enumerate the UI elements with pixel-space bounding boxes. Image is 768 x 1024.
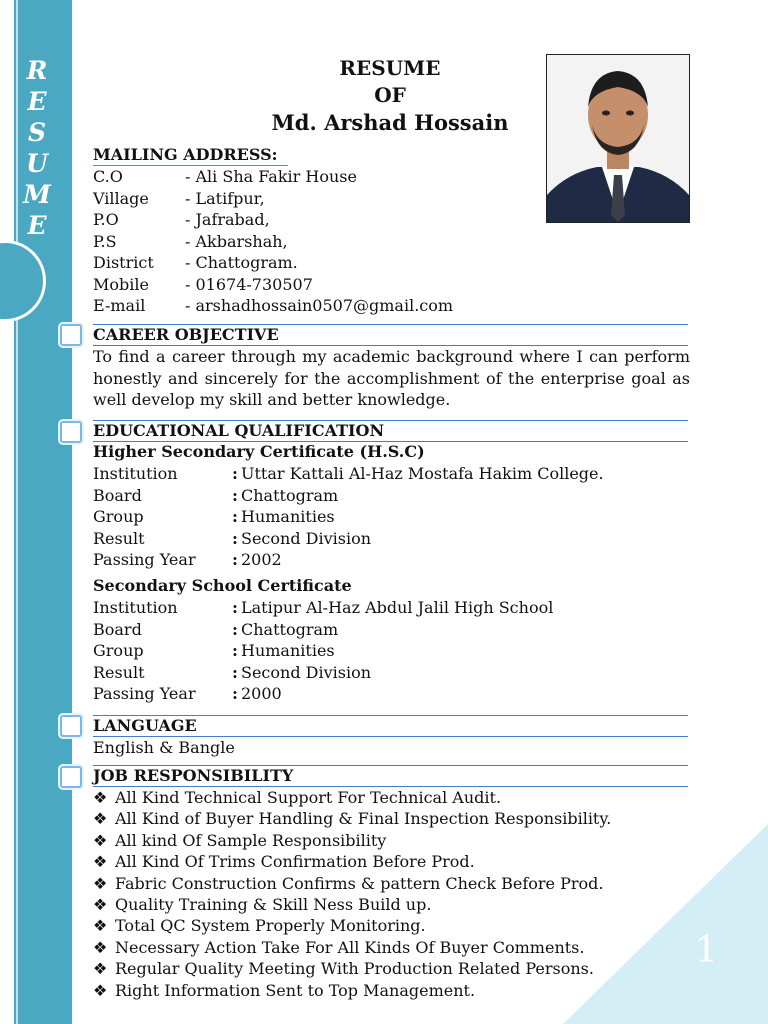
job-responsibility-list: [93, 787, 611, 1001]
address-key: E-mail: [93, 296, 146, 315]
edu-key: Result: [93, 528, 145, 548]
address-key: District: [93, 253, 154, 272]
list-item-text: All kind Of Sample Responsibility: [115, 830, 387, 850]
profile-photo: [546, 54, 690, 223]
edu-colon: :: [232, 684, 238, 703]
edu-value: 2000: [241, 684, 282, 703]
edu-key: Group: [93, 507, 144, 526]
edu-value: Humanities: [241, 641, 335, 660]
address-row: [93, 188, 453, 210]
list-item-text: All Kind Of Trims Confirmation Before Prod.: [115, 852, 475, 872]
address-value: - Chattogram.: [185, 253, 298, 272]
edu-key: Passing Year: [93, 550, 196, 569]
checkbox-icon: [60, 324, 82, 346]
language-text: English & Bangle: [93, 738, 235, 757]
address-key: C.O: [93, 167, 123, 186]
address-row: [93, 274, 453, 296]
address-row: [93, 166, 453, 188]
language-header: [93, 715, 688, 737]
header-line1: RESUME: [339, 56, 441, 80]
job-responsibility-heading: JOB RESPONSIBILITY: [93, 766, 294, 785]
education-heading: EDUCATIONAL QUALIFICATION: [93, 421, 385, 440]
address-row: [93, 295, 453, 317]
list-item-text: Right Information Sent to Top Management.: [115, 980, 476, 1000]
diamond-bullet-icon: ❖: [93, 937, 108, 957]
list-item: [93, 830, 611, 851]
sidebar-letter: M: [23, 180, 51, 209]
edu-row: [93, 640, 553, 662]
list-item: [93, 958, 611, 979]
edu-value: Second Division: [241, 662, 372, 682]
sidebar-letter: S: [27, 118, 47, 147]
profile-photo-illustration: [547, 55, 689, 222]
resume-header: [240, 55, 540, 137]
address-row: [93, 252, 453, 274]
ssc-title: Secondary School Certificate: [93, 576, 352, 595]
address-row: [93, 209, 453, 231]
list-item-text: Regular Quality Meeting With Production Related Persons.: [115, 959, 594, 979]
edu-row: [93, 662, 553, 684]
list-item-text: Necessary Action Take For All Kinds Of Buyer Comments.: [115, 937, 585, 957]
edu-key: Institution: [93, 464, 178, 483]
address-value: - Ali Sha Fakir House: [185, 167, 357, 186]
checkbox-icon: [60, 715, 82, 737]
address-key: Mobile: [93, 274, 149, 294]
list-item: [93, 873, 611, 894]
hsc-table: [93, 463, 604, 571]
edu-value: Chattogram: [241, 485, 339, 505]
list-item-text: Quality Training & Skill Ness Build up.: [115, 895, 432, 915]
list-item-text: Total QC System Properly Monitoring.: [115, 916, 426, 936]
list-item: [93, 937, 611, 958]
address-key: P.S: [93, 231, 117, 251]
address-value: - Jafrabad,: [185, 210, 270, 229]
edu-colon: :: [232, 507, 238, 526]
list-item: [93, 808, 611, 829]
address-value: - Latifpur,: [185, 188, 265, 208]
edu-value: Humanities: [241, 507, 335, 526]
edu-row: [93, 597, 553, 619]
edu-key: Institution: [93, 598, 178, 617]
edu-key: Passing Year: [93, 684, 196, 703]
education-header: [93, 420, 688, 442]
list-item: [93, 915, 611, 936]
sidebar-letter: R: [26, 56, 48, 85]
address-key: P.O: [93, 210, 119, 229]
checkbox-icon: [60, 766, 82, 788]
address-value: - Akbarshah,: [185, 231, 288, 251]
page-number: 1: [695, 930, 718, 971]
edu-colon: :: [232, 528, 238, 548]
edu-key: Board: [93, 485, 142, 505]
edu-row: [93, 683, 553, 705]
edu-key: Result: [93, 662, 145, 682]
checkbox-icon: [60, 421, 82, 443]
list-item-text: Fabric Construction Confirms & pattern Check Before Prod.: [115, 873, 604, 893]
sidebar-resume-word: [14, 55, 60, 241]
edu-row: [93, 463, 604, 485]
diamond-bullet-icon: ❖: [93, 852, 108, 872]
edu-value: Chattogram: [241, 619, 339, 639]
diamond-bullet-icon: ❖: [93, 830, 108, 850]
edu-row: [93, 485, 604, 507]
list-item: [93, 894, 611, 915]
list-item-text: All Kind of Buyer Handling & Final Inspection Responsibility.: [115, 809, 612, 829]
mailing-address-table: [93, 166, 453, 317]
sidebar-letter: E: [27, 211, 47, 240]
list-item: [93, 851, 611, 872]
list-item: [93, 980, 611, 1001]
mailing-address-heading-block: [93, 145, 288, 166]
diamond-bullet-icon: ❖: [93, 809, 108, 829]
edu-value: 2002: [241, 550, 282, 569]
hsc-title: Higher Secondary Certificate (H.S.C): [93, 442, 425, 461]
edu-colon: :: [232, 464, 238, 483]
address-row: [93, 231, 453, 253]
email-value: - arshadhossain0507@gmail.com: [185, 296, 454, 315]
edu-key: Group: [93, 641, 144, 660]
edu-row: [93, 506, 604, 528]
edu-colon: :: [232, 662, 238, 682]
diamond-bullet-icon: ❖: [93, 980, 108, 1000]
edu-row: [93, 549, 604, 571]
ssc-table: [93, 597, 553, 705]
sidebar-letter: E: [27, 87, 47, 116]
address-value: - 01674-730507: [185, 274, 313, 294]
edu-colon: :: [232, 485, 238, 505]
edu-colon: :: [232, 550, 238, 569]
diamond-bullet-icon: ❖: [93, 916, 108, 936]
edu-key: Board: [93, 619, 142, 639]
diamond-bullet-icon: ❖: [93, 788, 108, 807]
list-item-text: All Kind Technical Support For Technical Audit.: [115, 788, 502, 807]
career-objective-header: [93, 324, 688, 346]
candidate-name: Md. Arshad Hossain: [271, 110, 509, 135]
career-objective-text: To find a career through my academic background where I can perform honestly and sincerely for the accomplishment of the enterprise goal as well develop my skill and better knowledge.: [93, 347, 690, 409]
language-heading: LANGUAGE: [93, 716, 197, 735]
career-objective-heading: CAREER OBJECTIVE: [93, 325, 279, 344]
edu-row: [93, 528, 604, 550]
mailing-address-heading: MAILING ADDRESS:: [93, 145, 288, 166]
edu-value: Uttar Kattali Al-Haz Mostafa Hakim College.: [241, 464, 604, 483]
sidebar-letter: U: [26, 149, 48, 178]
edu-value: Latipur Al-Haz Abdul Jalil High School: [241, 598, 554, 617]
edu-colon: :: [232, 619, 238, 639]
edu-row: [93, 619, 553, 641]
diamond-bullet-icon: ❖: [93, 873, 108, 893]
edu-colon: :: [232, 641, 238, 660]
header-line2: OF: [374, 83, 406, 107]
diamond-bullet-icon: ❖: [93, 959, 108, 979]
job-responsibility-header: [93, 765, 688, 787]
edu-value: Second Division: [241, 528, 372, 548]
list-item: [93, 787, 611, 808]
edu-colon: :: [232, 598, 238, 617]
address-key: Village: [93, 188, 149, 208]
diamond-bullet-icon: ❖: [93, 895, 108, 915]
